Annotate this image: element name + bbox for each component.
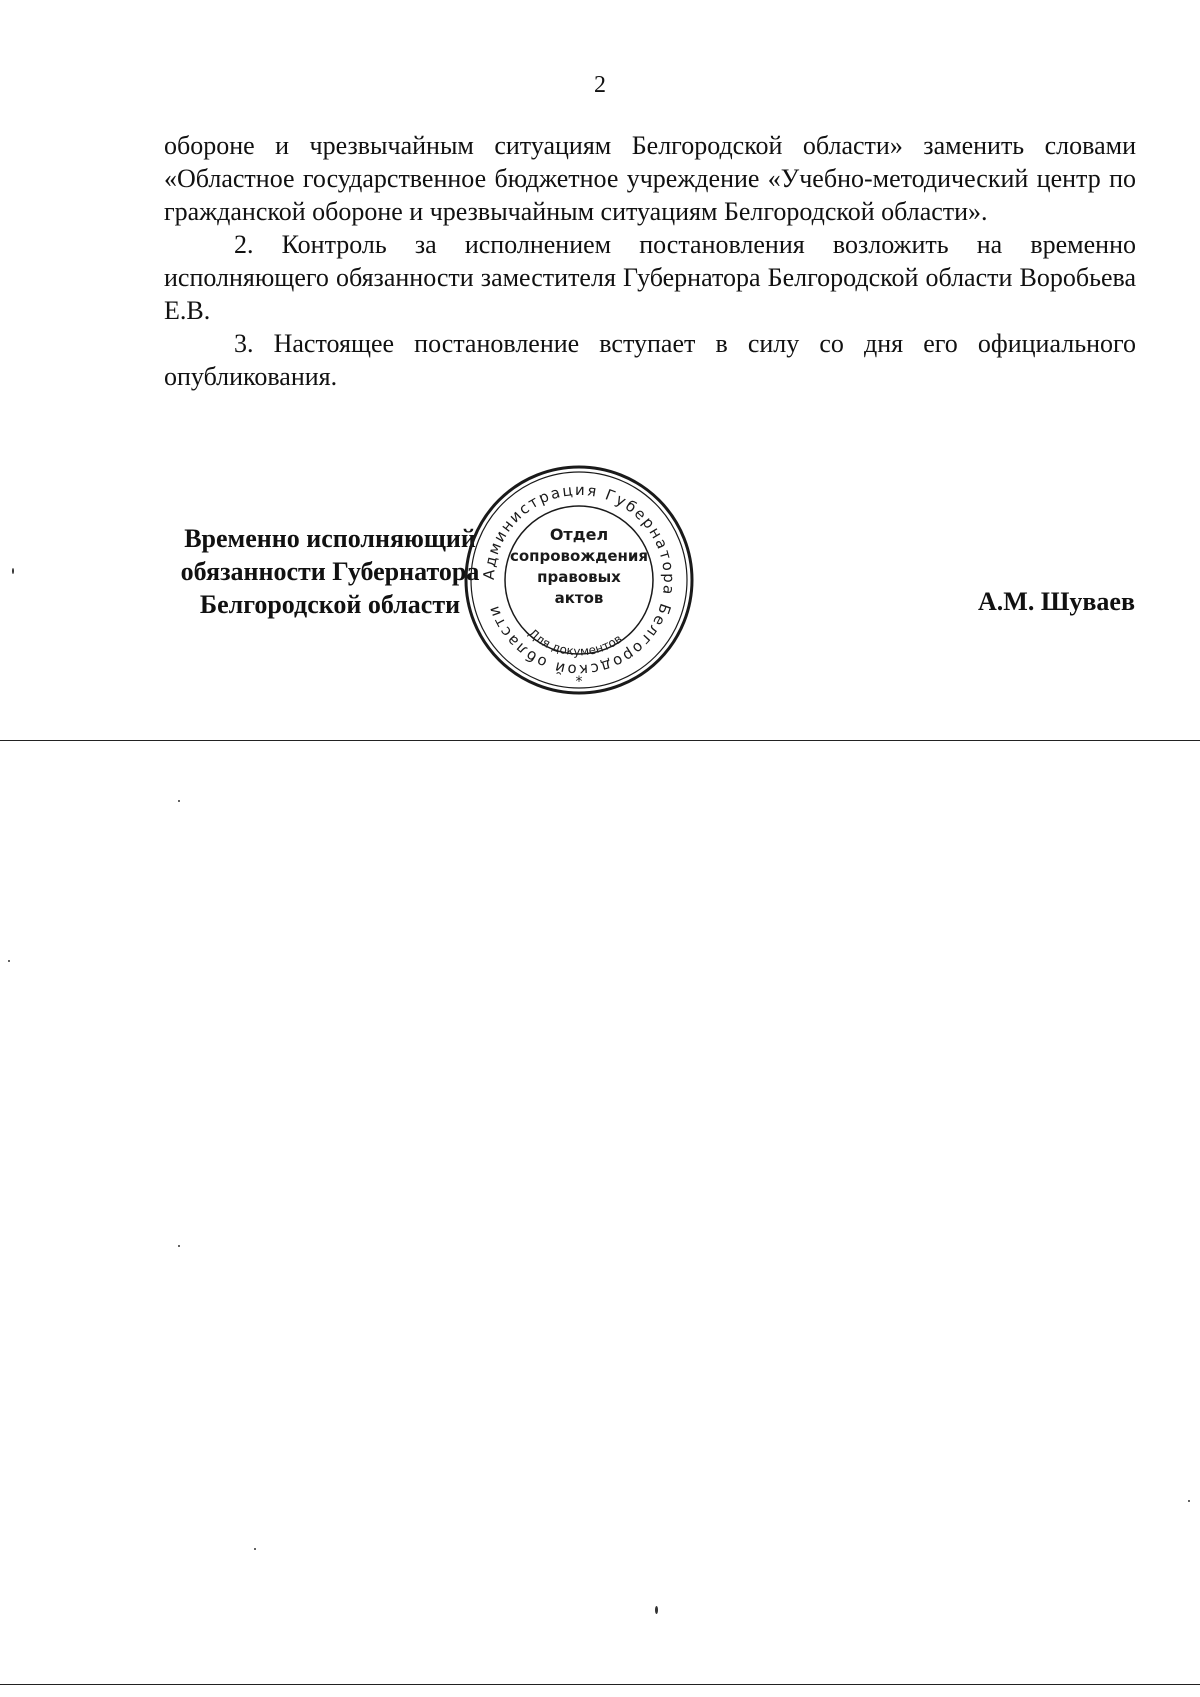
signatory-position-line-2: обязанности Губернатора bbox=[180, 557, 480, 586]
stamp-center-line-2: сопровождения bbox=[509, 547, 649, 565]
stamp-center-line-1: Отдел bbox=[549, 525, 609, 544]
page-number: 2 bbox=[594, 72, 606, 98]
official-stamp bbox=[459, 460, 699, 700]
stamp-center-line-4: актов bbox=[554, 589, 604, 607]
scan-speck bbox=[178, 800, 180, 802]
scan-speck bbox=[1188, 1500, 1190, 1502]
scan-speck bbox=[655, 1606, 658, 1614]
stamp-center-line-3: правовых bbox=[537, 568, 621, 586]
scan-speck bbox=[178, 1245, 180, 1247]
stamp-seal-icon bbox=[459, 460, 699, 700]
signatory-position bbox=[160, 522, 500, 621]
paragraph-continuation: обороне и чрезвычайным ситуациям Белгородской области» заменить словами «Областное государственное бюджетное учреждение «Учебно-методический центр по гражданской обороне и чрезвычайным ситуациям Белгородской области». bbox=[164, 131, 1136, 226]
paragraph-3: 3. Настоящее постановление вступает в силу со дня его официального опубликования. bbox=[164, 329, 1136, 391]
page-divider bbox=[0, 740, 1200, 741]
stamp-ring-text: Администрация Губернатора Белгородской области bbox=[479, 480, 679, 680]
scan-speck bbox=[12, 568, 14, 574]
signatory-name: А.М. Шуваев bbox=[978, 587, 1135, 616]
page-bottom-divider bbox=[0, 1684, 1200, 1685]
paragraph-2: 2. Контроль за исполнением постановления возложить на временно исполняющего обязанности заместителя Губернатора Белгородской области Воробьева Е.В. bbox=[164, 230, 1136, 325]
document-body bbox=[164, 129, 1136, 393]
scan-speck bbox=[254, 1548, 256, 1550]
scan-speck bbox=[8, 960, 10, 962]
signatory-position-line-3: Белгородской области bbox=[199, 590, 461, 619]
stamp-star: * bbox=[575, 674, 583, 690]
signatory-position-line-1: Временно исполняющий bbox=[184, 524, 476, 553]
stamp-bottom-text: Для документов bbox=[525, 625, 625, 659]
